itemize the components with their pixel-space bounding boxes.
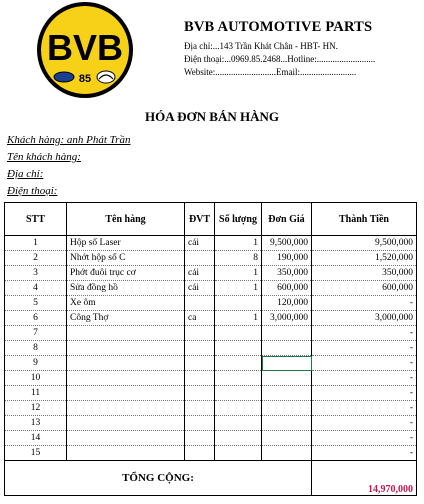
table-row bbox=[5, 266, 417, 281]
cell-price bbox=[262, 416, 312, 431]
cell-qty bbox=[215, 431, 262, 446]
cell-stt: 14 bbox=[5, 431, 67, 446]
cell-price: 3,000,000 bbox=[262, 311, 312, 326]
header-qty: Số lượng bbox=[215, 203, 262, 236]
cell-total: - bbox=[312, 326, 417, 341]
total-value: 14,970,000 bbox=[312, 461, 417, 496]
cell-name: Hộp số Laser bbox=[67, 236, 185, 251]
cell-total: - bbox=[312, 416, 417, 431]
cell-name bbox=[67, 401, 185, 416]
table-row bbox=[5, 386, 417, 401]
cell-qty bbox=[215, 446, 262, 461]
mazda-badge-icon bbox=[97, 71, 115, 83]
table-header-row bbox=[5, 203, 417, 236]
cell-total: - bbox=[312, 386, 417, 401]
cell-name bbox=[67, 386, 185, 401]
table-row bbox=[5, 281, 417, 296]
cell-unit: cái bbox=[185, 236, 215, 251]
cell-qty bbox=[215, 356, 262, 371]
header-total: Thành Tiền bbox=[312, 203, 417, 236]
cell-price: 600,000 bbox=[262, 281, 312, 296]
cell-total: - bbox=[312, 341, 417, 356]
cell-price: 190,000 bbox=[262, 251, 312, 266]
cell-stt: 15 bbox=[5, 446, 67, 461]
cell-stt: 13 bbox=[5, 416, 67, 431]
cell-price bbox=[262, 386, 312, 401]
cell-unit bbox=[185, 296, 215, 311]
cell-stt: 9 bbox=[5, 356, 67, 371]
cell-name: Xe ôm bbox=[67, 296, 185, 311]
table-row bbox=[5, 371, 417, 386]
invoice-title: HÓA ĐƠN BÁN HÀNG bbox=[145, 109, 279, 124]
cell-name bbox=[67, 326, 185, 341]
cell-name bbox=[67, 341, 185, 356]
table-row bbox=[5, 296, 417, 311]
table-row bbox=[5, 326, 417, 341]
cell-total: 1,520,000 bbox=[312, 251, 417, 266]
cell-stt: 4 bbox=[5, 281, 67, 296]
cell-qty bbox=[215, 386, 262, 401]
total-label: TỔNG CỘNG: bbox=[5, 461, 312, 496]
cell-qty bbox=[215, 416, 262, 431]
company-phone: Điện thoại:...0969.85.2468...Hotline:.......................... bbox=[184, 54, 376, 64]
header-name: Tên hàng bbox=[67, 203, 185, 236]
cell-total: - bbox=[312, 431, 417, 446]
cell-price: 9,500,000 bbox=[262, 236, 312, 251]
cell-stt: 10 bbox=[5, 371, 67, 386]
cell-qty bbox=[215, 401, 262, 416]
company-name: BVB AUTOMOTIVE PARTS bbox=[184, 19, 373, 35]
total-row bbox=[5, 461, 417, 496]
cell-total: - bbox=[312, 446, 417, 461]
cell-name: Nhớt hộp số C bbox=[67, 251, 185, 266]
cell-total: - bbox=[312, 296, 417, 311]
bvb-logo bbox=[34, 0, 136, 100]
header-price: Đơn Giá bbox=[262, 203, 312, 236]
logo-number: 85 bbox=[78, 73, 92, 85]
cell-stt: 7 bbox=[5, 326, 67, 341]
cell-name bbox=[67, 431, 185, 446]
address-line: Địa chỉ: bbox=[7, 168, 44, 180]
table-row bbox=[5, 251, 417, 266]
table-row bbox=[5, 446, 417, 461]
customer-name-line: Tên khách hàng: bbox=[7, 151, 81, 163]
cell-name: Sửa đồng hồ bbox=[67, 281, 185, 296]
cell-unit bbox=[185, 401, 215, 416]
cell-price bbox=[262, 431, 312, 446]
cell-total: 9,500,000 bbox=[312, 236, 417, 251]
cell-stt: 5 bbox=[5, 296, 67, 311]
table-row bbox=[5, 401, 417, 416]
cell-qty: 1 bbox=[215, 281, 262, 296]
cell-unit bbox=[185, 326, 215, 341]
cell-name bbox=[67, 356, 185, 371]
cell-qty: 1 bbox=[215, 266, 262, 281]
cell-qty: 1 bbox=[215, 311, 262, 326]
customer-line: Khách hàng: anh Phát Trần bbox=[7, 134, 131, 146]
cell-qty bbox=[215, 296, 262, 311]
cell-unit bbox=[185, 251, 215, 266]
cell-qty bbox=[215, 371, 262, 386]
cell-stt: 12 bbox=[5, 401, 67, 416]
ford-badge-icon bbox=[54, 72, 74, 82]
cell-stt: 8 bbox=[5, 341, 67, 356]
cell-stt: 11 bbox=[5, 386, 67, 401]
table-row bbox=[5, 341, 417, 356]
table-row bbox=[5, 311, 417, 326]
cell-qty bbox=[215, 326, 262, 341]
cell-name: Công Thợ bbox=[67, 311, 185, 326]
company-address: Địa chỉ:...143 Trần Khát Chân - HBT- HN. bbox=[184, 41, 338, 51]
cell-unit: cái bbox=[185, 281, 215, 296]
cell-total: - bbox=[312, 356, 417, 371]
table-row bbox=[5, 431, 417, 446]
cell-unit: cái bbox=[185, 266, 215, 281]
cell-unit bbox=[185, 416, 215, 431]
logo-text: BVB bbox=[46, 27, 124, 68]
cell-name bbox=[67, 371, 185, 386]
cell-price bbox=[262, 401, 312, 416]
cell-price bbox=[262, 371, 312, 386]
cell-name bbox=[67, 416, 185, 431]
cell-total: 3,000,000 bbox=[312, 311, 417, 326]
table-row bbox=[5, 416, 417, 431]
cell-stt: 1 bbox=[5, 236, 67, 251]
cell-price bbox=[262, 341, 312, 356]
cell-unit: ca bbox=[185, 311, 215, 326]
cell-unit bbox=[185, 446, 215, 461]
phone-line: Điện thoại: bbox=[7, 185, 58, 197]
invoice-table bbox=[4, 202, 417, 496]
cell-unit bbox=[185, 431, 215, 446]
cell-stt: 6 bbox=[5, 311, 67, 326]
cell-total: - bbox=[312, 371, 417, 386]
cell-price bbox=[262, 326, 312, 341]
cell-name: Phớt đuôi trục cơ bbox=[67, 266, 185, 281]
cell-qty bbox=[215, 341, 262, 356]
cell-unit bbox=[185, 341, 215, 356]
header-unit: ĐVT bbox=[185, 203, 215, 236]
selected-cell-price[interactable] bbox=[262, 356, 312, 371]
cell-total: 600,000 bbox=[312, 281, 417, 296]
header-stt: STT bbox=[5, 203, 67, 236]
cell-qty: 8 bbox=[215, 251, 262, 266]
cell-price bbox=[262, 446, 312, 461]
cell-stt: 3 bbox=[5, 266, 67, 281]
cell-price: 120,000 bbox=[262, 296, 312, 311]
table-row bbox=[5, 236, 417, 251]
cell-stt: 2 bbox=[5, 251, 67, 266]
table-row bbox=[5, 356, 417, 371]
cell-total: - bbox=[312, 401, 417, 416]
cell-unit bbox=[185, 356, 215, 371]
cell-name bbox=[67, 446, 185, 461]
cell-price: 350,000 bbox=[262, 266, 312, 281]
company-web: Website:...........................Email:......................... bbox=[184, 67, 357, 77]
cell-unit bbox=[185, 371, 215, 386]
cell-qty: 1 bbox=[215, 236, 262, 251]
cell-total: 350,000 bbox=[312, 266, 417, 281]
cell-unit bbox=[185, 386, 215, 401]
